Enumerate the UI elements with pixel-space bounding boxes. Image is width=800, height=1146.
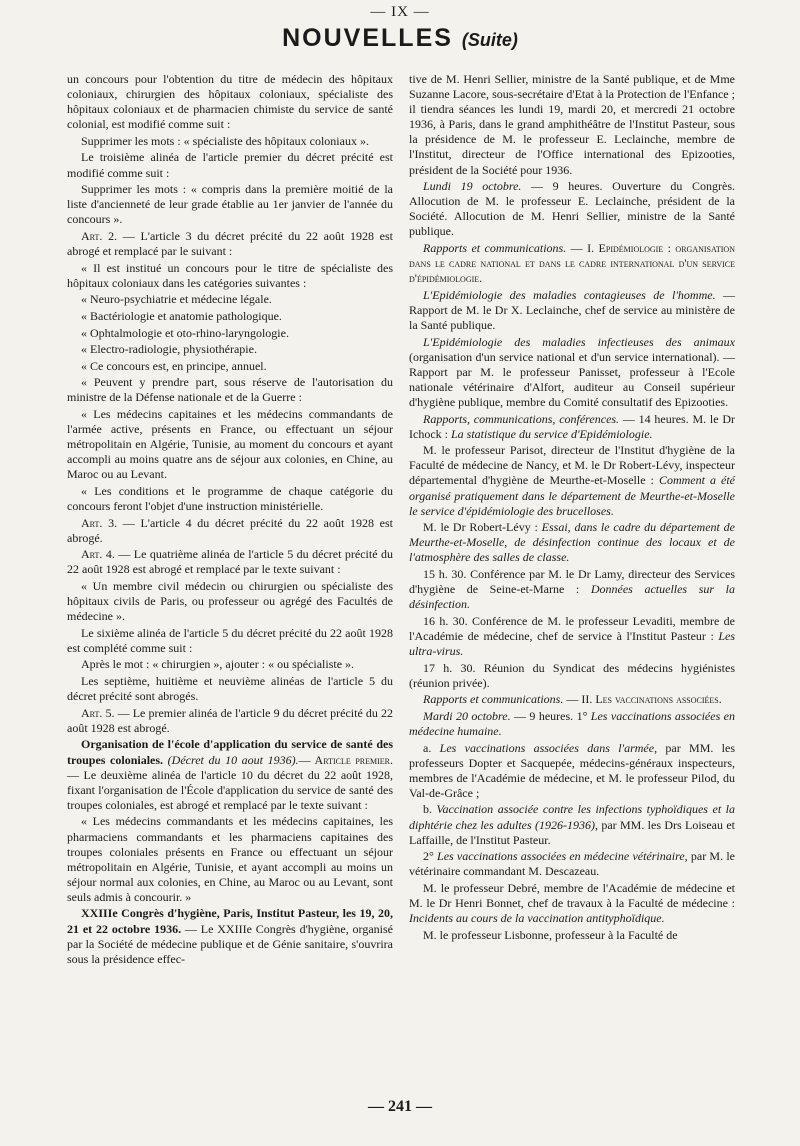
program-paragraph: [409, 709, 735, 739]
day-label: Mardi 20 octobre.: [423, 708, 511, 723]
program-text: — 14 heures. M. le Dr Ichock :: [409, 411, 735, 441]
paragraph: Après le mot : « chirurgien », ajouter : « ou spécialiste ».: [81, 657, 355, 672]
item-prefix: b.: [423, 802, 437, 817]
session-label: Rapports, communications, conférences.: [423, 411, 620, 426]
article-label: Art. 4.: [81, 547, 115, 562]
report-text: par M. le vétérinaire commandant M. Descazeau.: [409, 849, 735, 879]
article-paragraph: [67, 516, 393, 546]
program-paragraph: M. le professeur Lisbonne, professeur à la Faculté de: [423, 927, 678, 942]
program-text: — 9 heures. 1°: [510, 708, 591, 723]
article-paragraph: [67, 706, 393, 736]
program-paragraph: [409, 179, 735, 239]
program-paragraph: [409, 802, 735, 847]
paragraph: « Les médecins capitaines et les médecins commandants de l'armée active, présents en France, ou effectuant un séjour métropolitain en Algérie, Tunisie, au moment du concours et ayant accompli au moins quatre ans de séjour aux colonies, en Chine, au Maroc ou au Levant.: [67, 406, 393, 482]
paragraph: « Un membre civil médecin ou chirurgien ou spécialiste des hôpitaux civils de Paris, ou professeur ou agrégé des Facultés de médecine ».: [67, 579, 393, 624]
section-paragraph: [67, 906, 393, 966]
program-text: M. le professeur Parisot, directeur de l'Institut d'hygiène de la Faculté de médecine de Nancy, et M. le Dr Robert-Lévy, inspecteur départemental d'hygiène de Meurthe-et-Moselle :: [409, 443, 735, 488]
list-item: « Electro-radiologie, physiothérapie.: [81, 342, 257, 357]
program-paragraph: [409, 288, 735, 333]
list-item: « Bactériologie et anatomie pathologique.: [81, 308, 282, 323]
paragraph: tive de M. Henri Sellier, ministre de la Santé publique, et de Mme Suzanne Lacore, sous-secrétaire d'Etat à la Protection de l'Enfance ; il tiendra séances les lundi 19, mardi 20, et mercredi 21 octobre 1936, à Paris, dans le grand amphithéâtre de l'Institut Pasteur, sous la présidence de M. le professeur E. Leclainche, membre de l'Institut, directeur de l'Office international des Epizooties, président de la Société pour 1936.: [409, 72, 735, 177]
section-paragraph: [67, 737, 393, 812]
article-text: — Le quatrième alinéa de l'article 5 du décret précité du 22 août 1928 est abrogé et remplacé par le texte suivant :: [67, 547, 393, 577]
report-title: Comment a été organisé pratiquement dans le département de Meurthe-et-Moselle le service d'épidémiologie des brucelloses.: [409, 473, 735, 518]
program-paragraph: [409, 692, 735, 707]
right-column: [409, 72, 735, 944]
paragraph: Supprimer les mots : « spécialiste des hôpitaux coloniaux ».: [81, 133, 369, 148]
program-paragraph: [409, 241, 735, 286]
program-text: 15 h. 30. Conférence par M. le Dr Lamy, directeur des Services d'hygiène de Seine-et-Marne :: [409, 567, 735, 597]
list-item: « Neuro-psychiatrie et médecine légale.: [81, 292, 272, 307]
section-heading: Organisation de l'école d'application du service de santé des troupes coloniales.: [67, 737, 393, 767]
session-label: Rapports et communications.: [423, 241, 567, 256]
session-topic: — I. Epidémiologie : organisation dans le cadre national et dans le cadre international d'un service d'épidémiologie.: [409, 241, 735, 286]
article-text: — Le premier alinéa de l'article 9 du décret précité du 22 août 1928 est abrogé.: [67, 705, 393, 735]
article-label: Art. 5.: [81, 705, 115, 720]
report-title: Vaccination associée contre les infections typhoïdiques et la diphtérie chez les adultes (1926-1936),: [409, 802, 736, 832]
title-text: NOUVELLES: [282, 24, 453, 52]
program-text: M. le professeur Debré, membre de l'Académie de médecine et M. le Dr Henri Bonnet, chef de travaux à la Faculté de médecine :: [409, 880, 735, 910]
report-text: (organisation d'un service national et d'un service international). — Rapport par M. le professeur Panisset, professeur à l'Ecole nationale vétérinaire d'Alfort, auditeur au Conseil supérieur d'hygiène publique, membre du Comité consultatif des Epizooties.: [409, 349, 735, 409]
list-item: « Ophtalmologie et oto-rhino-laryngologie.: [81, 325, 289, 340]
program-paragraph: [409, 741, 735, 801]
report-title: L'Epidémiologie des maladies contagieuses de l'homme.: [423, 287, 716, 302]
article-label: Art. 2.: [81, 228, 118, 243]
session-topic: — II. Les vaccinations associées.: [563, 692, 722, 707]
article-paragraph: [67, 229, 393, 259]
report-title: La statistique du service d'Epidémiologie.: [450, 426, 653, 441]
program-paragraph: [409, 335, 735, 410]
program-paragraph: [409, 881, 735, 926]
article-text: — L'article 3 du décret précité du 22 août 1928 est abrogé et remplacé par le suivant :: [67, 228, 393, 259]
report-title: Les vaccinations associées dans l'armée,: [439, 740, 658, 755]
program-paragraph: [409, 567, 735, 612]
paragraph: Le troisième alinéa de l'article premier du décret précité est modifié comme suit :: [67, 150, 393, 180]
paragraph: Les septième, huitième et neuvième alinéas de l'article 5 du décret précité sont abrogés.: [67, 674, 393, 704]
paragraph: Le sixième alinéa de l'article 5 du décret précité du 22 août 1928 est complété comme suit :: [67, 625, 393, 655]
program-text: — 9 heures. Ouverture du Congrès. Allocution de M. le professeur E. Leclainche, président de la Société. Allocution de M. Henri Sellier, ministre de la Santé publique.: [409, 179, 735, 239]
report-title: Incidents au cours de la vaccination antityphoïdique.: [409, 911, 665, 926]
paragraph: un concours pour l'obtention du titre de médecin des hôpitaux coloniaux, chirurgien des hôpitaux coloniaux, spécialiste des hôpitaux coloniaux et de pharmacien chimiste du service de santé colonial, est modifié comme suit :: [67, 72, 393, 132]
article-label: — Article premier.: [298, 752, 394, 767]
report-title: Les ultra-virus.: [409, 628, 735, 658]
paragraph: « Les conditions et le programme de chaque catégorie du concours feront l'objet d'une instruction ministérielle.: [67, 483, 393, 514]
report-title: Données actuelles sur la désinfection.: [409, 582, 735, 612]
section-heading: XXIIIe Congrès d'hygiène, Paris, Institut Pasteur, les 19, 20, 21 et 22 octobre 1936.: [67, 906, 393, 936]
report-text: — Rapport de M. le Dr X. Leclainche, chef de service au ministère de la Santé publique.: [409, 287, 736, 332]
program-paragraph: [409, 849, 735, 879]
article-text: — L'article 4 du décret précité du 22 août 1928 est abrogé.: [67, 515, 393, 545]
title-suite: (Suite): [461, 30, 518, 50]
report-title: L'Epidémiologie des maladies infectieuses des animaux: [423, 334, 735, 349]
article-label: Art. 3.: [81, 515, 118, 530]
paragraph: « Il est institué un concours pour le titre de spécialiste des hôpitaux coloniaux dans les catégories suivantes :: [67, 260, 393, 290]
program-text: M. le Dr Robert-Lévy :: [423, 520, 542, 535]
decree-date: (Décret du 10 aout 1936).: [167, 752, 299, 767]
program-paragraph: [409, 614, 735, 659]
article-text: — Le deuxième alinéa de l'article 10 du décret du 22 août 1928, fixant l'organisation de l'École d'application du service de santé des troupes coloniales, est abrogé et remplacé par le texte suivant :: [67, 767, 393, 812]
paragraph: « Peuvent y prendre part, sous réserve de l'autorisation du ministre de la Défense nationale et de la Guerre :: [67, 375, 393, 405]
program-paragraph: [409, 443, 735, 518]
session-label: Rapports et communications.: [423, 692, 564, 707]
item-prefix: a.: [423, 740, 440, 755]
program-paragraph: 17 h. 30. Réunion du Syndicat des médecins hygiénistes (réunion privée).: [409, 660, 735, 690]
section-text: — Le XXIIIe Congrès d'hygiène, organisé par la Société de médecine publique et de Génie sanitaire, s'ouvrira sous la présidence effec-: [67, 921, 393, 966]
report-title: Essai, dans le cadre du département de Meurthe-et-Moselle, de désinfection continue des locaux et de l'atmosphère des salles de classe.: [409, 520, 735, 565]
report-title: Les vaccinations associées en médecine humaine.: [409, 708, 735, 738]
page-title: [0, 24, 800, 53]
report-text: par MM. les professeurs Dopter et Sacquepée, médecins-généraux inspecteurs, membres de l'Académie de médecine, et M. le professeur Pilod, du Val-de-Grâce ;: [409, 740, 735, 800]
roman-page-number: — IX —: [370, 4, 430, 20]
paragraph: « Les médecins commandants et les médecins capitaines, les pharmaciens commandants et les pharmaciens capitaines des troupes coloniales présents en France ou effectuant un séjour métropolitain en Algérie, Tunisie, et ayant accompli au moins un séjour normal aux colonies, en Chine, au Maroc ou au Levant, sont seuls admis à concourir. »: [67, 814, 393, 904]
report-title: Les vaccinations associées en médecine vétérinaire,: [437, 849, 688, 864]
article-paragraph: [67, 547, 393, 577]
day-label: Lundi 19 octobre.: [423, 179, 522, 194]
paragraph: « Ce concours est, en principe, annuel.: [81, 358, 267, 373]
program-paragraph: [409, 412, 735, 442]
program-paragraph: [409, 520, 735, 565]
paragraph: Supprimer les mots : « compris dans la première moitié de la liste d'ancienneté de leur grade établie au 1er janvier de l'année du concours ».: [67, 182, 393, 227]
report-text: par MM. les Drs Loiseau et Laffaille, de l'Institut Pasteur.: [409, 817, 735, 847]
program-text: 16 h. 30. Conférence de M. le professeur Levaditi, membre de l'Académie de médecine, chef de service à l'Institut Pasteur :: [409, 613, 735, 643]
item-prefix: 2°: [423, 849, 438, 864]
page-number: — 241 —: [368, 1098, 432, 1115]
left-column: [67, 72, 393, 968]
